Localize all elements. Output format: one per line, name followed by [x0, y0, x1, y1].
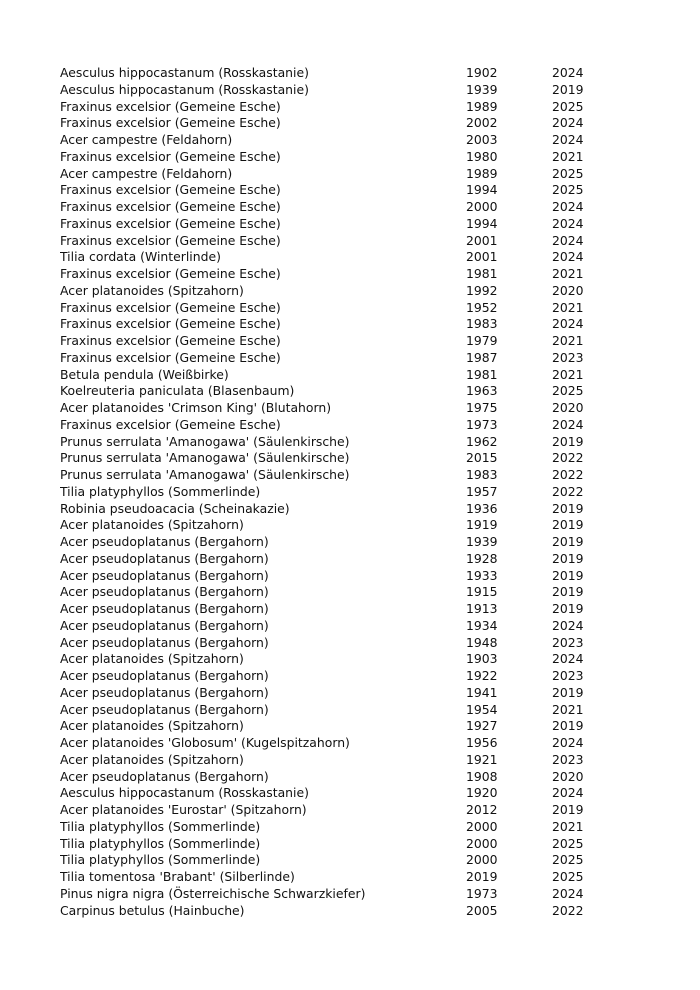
table-row	[60, 869, 600, 886]
year-checked-cell: 2022	[552, 450, 584, 466]
year-checked-cell: 2023	[552, 668, 584, 683]
species-name-cell: Acer pseudoplatanus (Bergahorn)	[60, 668, 269, 683]
table-row	[60, 534, 600, 551]
table-row	[60, 417, 600, 434]
year-checked-cell: 2024	[552, 115, 584, 131]
year-checked-cell: 2019	[552, 802, 584, 817]
year-planted-cell: 1981	[466, 366, 498, 382]
year-planted-cell: 1933	[466, 567, 498, 583]
year-checked-cell: 2019	[552, 534, 584, 549]
year-checked-cell: 2023	[552, 634, 584, 650]
species-name-cell: Fraxinus excelsior (Gemeine Esche)	[60, 266, 281, 281]
year-checked-cell: 2024	[552, 735, 584, 750]
year-checked-cell: 2025	[552, 165, 584, 181]
table-row	[60, 886, 600, 903]
year-checked-cell: 2024	[552, 132, 584, 147]
year-checked-cell: 2024	[552, 249, 584, 265]
year-checked-cell: 2021	[552, 333, 584, 348]
table-row	[60, 266, 600, 283]
species-name-cell: Tilia cordata (Winterlinde)	[60, 249, 221, 265]
table-row	[60, 618, 600, 635]
year-planted-cell: 1928	[466, 550, 498, 566]
species-name-cell: Fraxinus excelsior (Gemeine Esche)	[60, 299, 281, 315]
year-checked-cell: 2025	[552, 182, 584, 198]
species-name-cell: Betula pendula (Weißbirke)	[60, 366, 229, 382]
year-planted-cell: 1962	[466, 433, 498, 449]
year-planted-cell: 2000	[466, 835, 498, 851]
year-checked-cell: 2024	[552, 65, 584, 80]
year-planted-cell: 1989	[466, 98, 498, 114]
table-row	[60, 199, 600, 216]
species-name-cell: Koelreuteria paniculata (Blasenbaum)	[60, 383, 295, 399]
species-name-cell: Acer pseudoplatanus (Bergahorn)	[60, 701, 269, 717]
year-checked-cell: 2019	[552, 433, 584, 449]
year-checked-cell: 2020	[552, 400, 584, 415]
year-planted-cell: 2003	[466, 132, 498, 147]
table-row	[60, 568, 600, 585]
year-planted-cell: 1939	[466, 534, 498, 549]
species-name-cell: Robinia pseudoacacia (Scheinakazie)	[60, 500, 290, 516]
table-row	[60, 467, 600, 484]
species-name-cell: Fraxinus excelsior (Gemeine Esche)	[60, 333, 281, 348]
year-planted-cell: 1902	[466, 65, 498, 80]
species-name-cell: Fraxinus excelsior (Gemeine Esche)	[60, 199, 281, 214]
species-name-cell: Acer platanoides (Spitzahorn)	[60, 517, 244, 533]
year-planted-cell: 1941	[466, 684, 498, 700]
species-name-cell: Fraxinus excelsior (Gemeine Esche)	[60, 316, 281, 332]
table-row	[60, 752, 600, 769]
table-row	[60, 65, 600, 82]
species-name-cell: Acer platanoides (Spitzahorn)	[60, 718, 244, 734]
species-name-cell: Fraxinus excelsior (Gemeine Esche)	[60, 349, 281, 365]
year-planted-cell: 2002	[466, 115, 498, 131]
year-planted-cell: 1922	[466, 668, 498, 683]
year-checked-cell: 2024	[552, 316, 584, 332]
table-row	[60, 216, 600, 233]
table-row	[60, 434, 600, 451]
year-checked-cell: 2019	[552, 601, 584, 616]
species-name-cell: Acer platanoides 'Globosum' (Kugelspitzahorn)	[60, 735, 350, 750]
species-name-cell: Acer platanoides 'Eurostar' (Spitzahorn)	[60, 802, 307, 817]
species-name-cell: Fraxinus excelsior (Gemeine Esche)	[60, 98, 281, 114]
species-name-cell: Acer platanoides (Spitzahorn)	[60, 282, 244, 298]
year-checked-cell: 2021	[552, 818, 584, 834]
species-name-cell: Aesculus hippocastanum (Rosskastanie)	[60, 65, 309, 80]
year-checked-cell: 2023	[552, 751, 584, 767]
year-checked-cell: 2019	[552, 550, 584, 566]
year-checked-cell: 2025	[552, 98, 584, 114]
year-planted-cell: 1956	[466, 735, 498, 750]
table-row	[60, 400, 600, 417]
year-checked-cell: 2020	[552, 282, 584, 298]
table-row	[60, 685, 600, 702]
year-checked-cell: 2019	[552, 718, 584, 734]
table-row	[60, 99, 600, 116]
year-planted-cell: 1952	[466, 299, 498, 315]
year-planted-cell: 1989	[466, 165, 498, 181]
table-row	[60, 601, 600, 618]
table-row	[60, 132, 600, 149]
table-row	[60, 651, 600, 668]
year-checked-cell: 2021	[552, 148, 584, 164]
year-checked-cell: 2021	[552, 299, 584, 315]
table-row	[60, 668, 600, 685]
table-row	[60, 484, 600, 501]
table-row	[60, 333, 600, 350]
year-checked-cell: 2019	[552, 567, 584, 583]
year-planted-cell: 2000	[466, 818, 498, 834]
table-row	[60, 367, 600, 384]
species-name-cell: Tilia platyphyllos (Sommerlinde)	[60, 835, 261, 851]
tree-list-table	[60, 65, 600, 919]
year-planted-cell: 2000	[466, 199, 498, 214]
table-row	[60, 551, 600, 568]
year-checked-cell: 2019	[552, 584, 584, 600]
year-planted-cell: 1919	[466, 517, 498, 533]
year-checked-cell: 2024	[552, 651, 584, 667]
table-row	[60, 233, 600, 250]
species-name-cell: Acer pseudoplatanus (Bergahorn)	[60, 634, 269, 650]
table-row	[60, 735, 600, 752]
year-planted-cell: 1983	[466, 467, 498, 482]
table-row	[60, 182, 600, 199]
year-checked-cell: 2019	[552, 81, 584, 97]
year-planted-cell: 1927	[466, 718, 498, 734]
species-name-cell: Acer pseudoplatanus (Bergahorn)	[60, 768, 269, 784]
table-row	[60, 852, 600, 869]
species-name-cell: Acer campestre (Feldahorn)	[60, 165, 233, 181]
year-planted-cell: 1973	[466, 885, 498, 901]
year-checked-cell: 2019	[552, 500, 584, 516]
year-planted-cell: 2015	[466, 450, 498, 466]
year-planted-cell: 2001	[466, 249, 498, 265]
species-name-cell: Fraxinus excelsior (Gemeine Esche)	[60, 232, 281, 248]
species-name-cell: Fraxinus excelsior (Gemeine Esche)	[60, 115, 281, 131]
year-checked-cell: 2019	[552, 684, 584, 700]
year-checked-cell: 2023	[552, 349, 584, 365]
species-name-cell: Tilia platyphyllos (Sommerlinde)	[60, 483, 261, 499]
species-name-cell: Acer pseudoplatanus (Bergahorn)	[60, 601, 269, 616]
table-row	[60, 450, 600, 467]
year-planted-cell: 1983	[466, 316, 498, 332]
year-checked-cell: 2025	[552, 383, 584, 399]
species-name-cell: Prunus serrulata 'Amanogawa' (Säulenkirsche)	[60, 467, 350, 482]
year-checked-cell: 2024	[552, 199, 584, 214]
year-planted-cell: 1920	[466, 785, 498, 801]
table-row	[60, 316, 600, 333]
year-checked-cell: 2020	[552, 768, 584, 784]
year-planted-cell: 1934	[466, 617, 498, 633]
year-planted-cell: 1963	[466, 383, 498, 399]
year-planted-cell: 2019	[466, 869, 498, 884]
species-name-cell: Acer pseudoplatanus (Bergahorn)	[60, 617, 269, 633]
species-name-cell: Aesculus hippocastanum (Rosskastanie)	[60, 81, 309, 97]
species-name-cell: Pinus nigra nigra (Österreichische Schwarzkiefer)	[60, 885, 366, 901]
species-name-cell: Acer pseudoplatanus (Bergahorn)	[60, 684, 269, 700]
year-planted-cell: 1979	[466, 333, 498, 348]
year-planted-cell: 2012	[466, 802, 498, 817]
table-row	[60, 903, 600, 920]
table-row	[60, 350, 600, 367]
year-checked-cell: 2021	[552, 366, 584, 382]
table-row	[60, 836, 600, 853]
table-row	[60, 300, 600, 317]
species-name-cell: Acer pseudoplatanus (Bergahorn)	[60, 584, 269, 600]
species-name-cell: Tilia tomentosa 'Brabant' (Silberlinde)	[60, 869, 295, 884]
table-row	[60, 635, 600, 652]
year-planted-cell: 1981	[466, 266, 498, 281]
year-checked-cell: 2024	[552, 785, 584, 801]
year-planted-cell: 2000	[466, 852, 498, 868]
year-planted-cell: 1957	[466, 483, 498, 499]
species-name-cell: Prunus serrulata 'Amanogawa' (Säulenkirsche)	[60, 433, 350, 449]
species-name-cell: Fraxinus excelsior (Gemeine Esche)	[60, 182, 281, 198]
table-row	[60, 517, 600, 534]
table-row	[60, 249, 600, 266]
table-row	[60, 383, 600, 400]
year-planted-cell: 1994	[466, 215, 498, 231]
year-planted-cell: 1913	[466, 601, 498, 616]
year-planted-cell: 1939	[466, 81, 498, 97]
year-planted-cell: 1973	[466, 416, 498, 432]
year-planted-cell: 1936	[466, 500, 498, 516]
species-name-cell: Acer platanoides (Spitzahorn)	[60, 651, 244, 667]
species-name-cell: Acer pseudoplatanus (Bergahorn)	[60, 534, 269, 549]
table-row	[60, 584, 600, 601]
species-name-cell: Acer platanoides (Spitzahorn)	[60, 751, 244, 767]
year-checked-cell: 2024	[552, 232, 584, 248]
year-checked-cell: 2024	[552, 416, 584, 432]
species-name-cell: Aesculus hippocastanum (Rosskastanie)	[60, 785, 309, 801]
species-name-cell: Tilia platyphyllos (Sommerlinde)	[60, 818, 261, 834]
table-row	[60, 785, 600, 802]
table-row	[60, 819, 600, 836]
table-row	[60, 501, 600, 518]
year-planted-cell: 2001	[466, 232, 498, 248]
year-checked-cell: 2021	[552, 266, 584, 281]
year-checked-cell: 2024	[552, 215, 584, 231]
table-row	[60, 166, 600, 183]
year-planted-cell: 1954	[466, 701, 498, 717]
species-name-cell: Tilia platyphyllos (Sommerlinde)	[60, 852, 261, 868]
year-planted-cell: 1975	[466, 400, 498, 415]
year-planted-cell: 1903	[466, 651, 498, 667]
year-planted-cell: 1980	[466, 148, 498, 164]
year-checked-cell: 2022	[552, 902, 584, 918]
year-checked-cell: 2024	[552, 617, 584, 633]
table-row	[60, 802, 600, 819]
table-row	[60, 718, 600, 735]
table-row	[60, 702, 600, 719]
species-name-cell: Acer platanoides 'Crimson King' (Blutahorn)	[60, 400, 332, 415]
species-name-cell: Fraxinus excelsior (Gemeine Esche)	[60, 148, 281, 164]
table-row	[60, 769, 600, 786]
year-planted-cell: 1915	[466, 584, 498, 600]
year-planted-cell: 1921	[466, 751, 498, 767]
species-name-cell: Fraxinus excelsior (Gemeine Esche)	[60, 215, 281, 231]
table-row	[60, 82, 600, 99]
year-checked-cell: 2025	[552, 869, 584, 884]
year-planted-cell: 1987	[466, 349, 498, 365]
species-name-cell: Prunus serrulata 'Amanogawa' (Säulenkirsche)	[60, 450, 350, 466]
year-planted-cell: 1992	[466, 282, 498, 298]
species-name-cell: Carpinus betulus (Hainbuche)	[60, 902, 245, 918]
table-row	[60, 115, 600, 132]
year-checked-cell: 2022	[552, 483, 584, 499]
species-name-cell: Fraxinus excelsior (Gemeine Esche)	[60, 416, 281, 432]
table-row	[60, 149, 600, 166]
year-planted-cell: 1908	[466, 768, 498, 784]
year-checked-cell: 2019	[552, 517, 584, 533]
table-row	[60, 283, 600, 300]
species-name-cell: Acer pseudoplatanus (Bergahorn)	[60, 550, 269, 566]
year-checked-cell: 2025	[552, 835, 584, 851]
year-planted-cell: 2005	[466, 902, 498, 918]
species-name-cell: Acer pseudoplatanus (Bergahorn)	[60, 567, 269, 583]
year-checked-cell: 2022	[552, 467, 584, 482]
year-checked-cell: 2021	[552, 701, 584, 717]
species-name-cell: Acer campestre (Feldahorn)	[60, 132, 233, 147]
year-planted-cell: 1994	[466, 182, 498, 198]
year-checked-cell: 2024	[552, 885, 584, 901]
year-checked-cell: 2025	[552, 852, 584, 868]
year-planted-cell: 1948	[466, 634, 498, 650]
